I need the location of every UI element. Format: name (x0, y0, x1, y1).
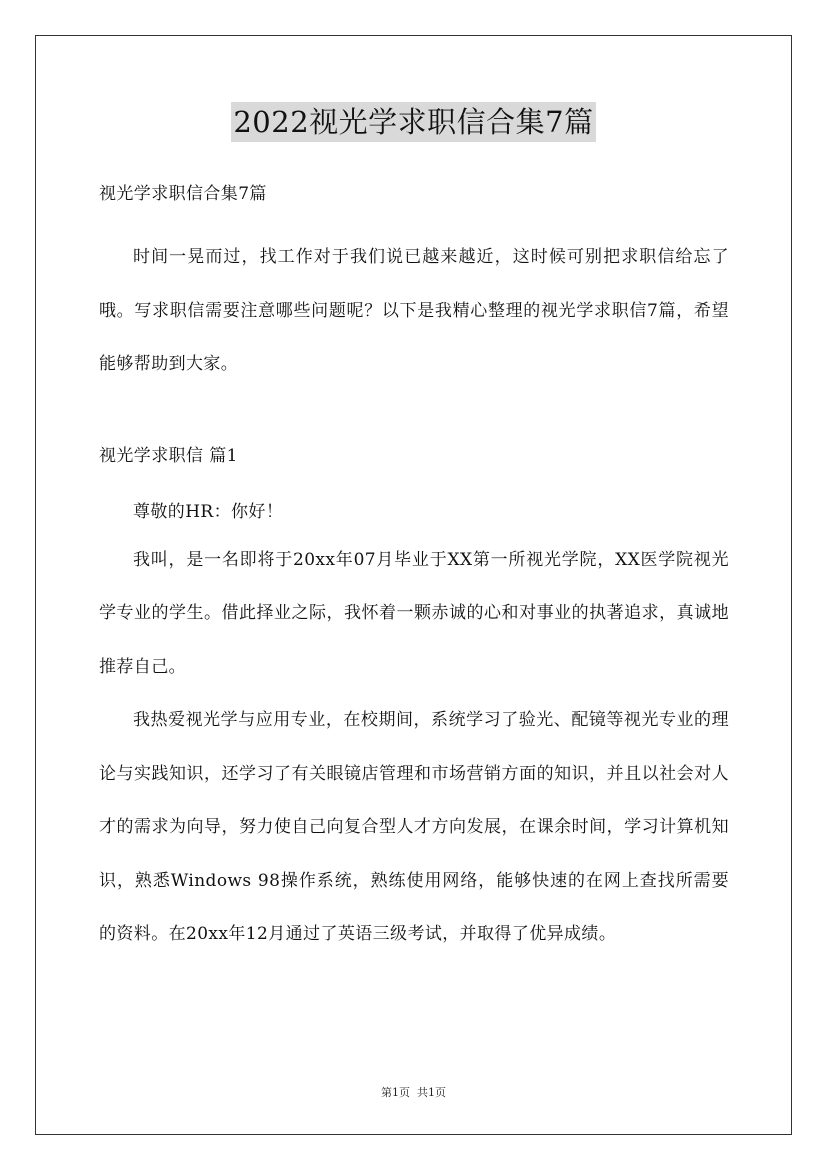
greeting-paragraph: 尊敬的HR：你好！ (133, 501, 284, 522)
page-total: 共1页 (417, 1086, 446, 1099)
document-body (99, 176, 729, 962)
document-title: 2022视光学求职信合集7篇 (231, 102, 595, 142)
intro-paragraph: 时间一晃而过，找工作对于我们说已越来越近，这时候可别把求职信给忘了哦。写求职信需要注意哪些问题呢？以下是我精心整理的视光学求职信7篇，希望能够帮助到大家。 (99, 247, 729, 374)
section-heading: 视光学求职信 篇1 (99, 445, 238, 466)
page-number: 第1页 (381, 1086, 410, 1099)
document-subtitle: 视光学求职信合集7篇 (99, 184, 267, 204)
body-paragraph-1: 我叫，是一名即将于20xx年07月毕业于XX第一所视光学院，XX医学院视光学专业的学生。借此择业之际，我怀着一颗赤诚的心和对事业的执著追求，真诚地推荐自己。 (99, 549, 729, 677)
page-footer (0, 1084, 827, 1100)
title-container (0, 102, 827, 142)
body-paragraph-2: 我热爱视光学与应用专业，在校期间，系统学习了验光、配镜等视光专业的理论与实践知识，还学习了有关眼镜店管理和市场营销方面的知识，并且以社会对人才的需求为向导，努力使自己向复合型人才方向发展，在课余时间，学习计算机知识，熟悉Windows 98操作系统，熟练使用网络，能够快速的在网上查找所需要的资料。在20xx年12月通过了英语三级考试，并取得了优异成绩。 (99, 710, 729, 944)
